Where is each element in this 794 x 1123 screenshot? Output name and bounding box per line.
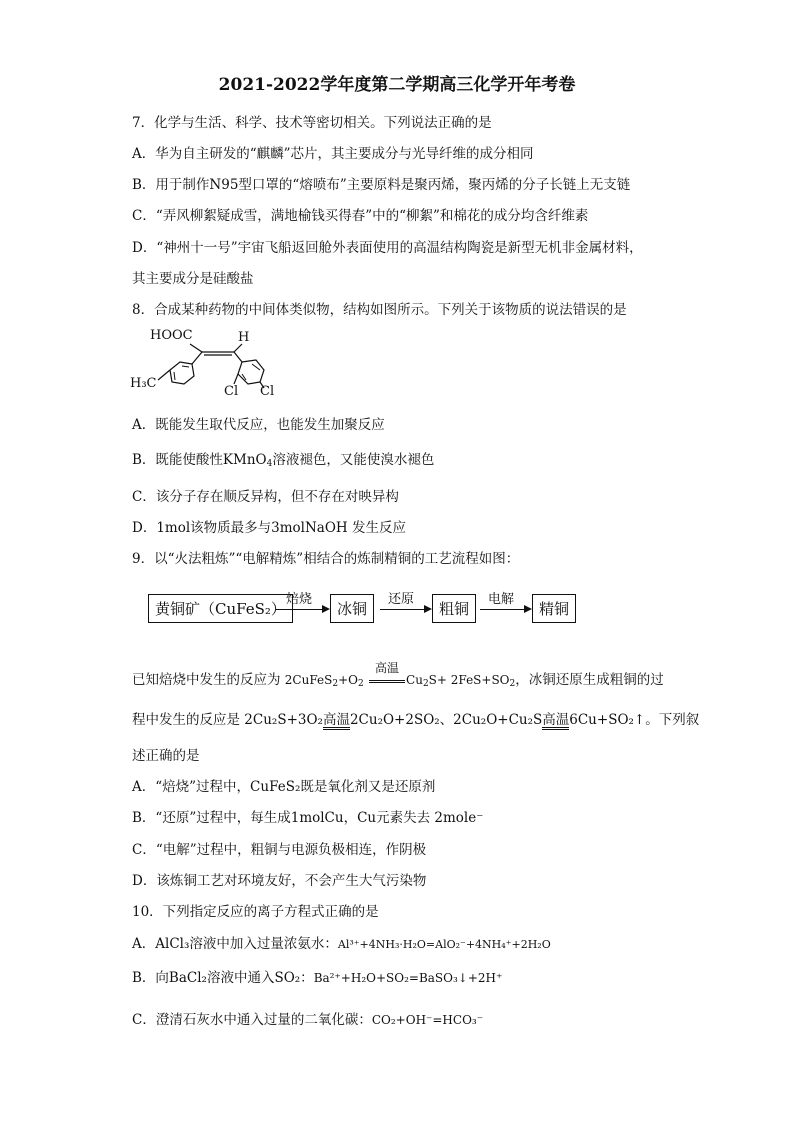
q9-known-line3: 述正确的是	[132, 748, 200, 764]
left-ring-bond	[192, 352, 202, 364]
q7-option-c: C．“弄风柳絮疑成雪，满地榆钱买得春”中的“柳絮”和棉花的成分均含纤维素	[132, 208, 589, 224]
right-benzene-ring	[238, 360, 264, 384]
q7-stem: 7．化学与生活、科学、技术等密切相关。下列说法正确的是	[132, 115, 492, 131]
right-ring-bond	[234, 352, 242, 362]
q7-option-d-line1: D．“神州十一号”宇宙飞船返回舱外表面使用的高温结构陶瓷是新型无机非金属材料，	[132, 240, 643, 256]
cl1-bond	[234, 374, 238, 384]
flow-box-refined-copper: 精铜	[532, 594, 576, 623]
q8-option-d: D．1mol该物质最多与3molNaOH 发生反应	[132, 520, 406, 536]
q9-flowchart	[148, 588, 578, 628]
flow-box-chalcopyrite: 黄铜矿（CuFeS₂）	[148, 594, 293, 623]
flow-arrowhead-3	[524, 605, 532, 613]
flow-arrow-1	[276, 609, 324, 610]
flow-arrow-3	[480, 609, 526, 610]
q9-option-c: C．“电解”过程中，粗铜与电源负极相连，作阴极	[132, 842, 427, 858]
q9-option-d: D．该炼铜工艺对环境友好，不会产生大气污染物	[132, 873, 427, 889]
q8-option-c: C．该分子存在顺反异构，但不存在对映异构	[132, 489, 399, 505]
q8-option-b: B．既能使酸性KMnO$_4$溶液褪色，又能使溴水褪色	[132, 452, 435, 469]
q10-stem: 10．下列指定反应的离子方程式正确的是	[132, 904, 379, 920]
label-hooc: HOOC	[150, 328, 193, 343]
q9-known-line1: 已知焙烧中发生的反应为 $2CuFeS_2+O_2$ 高温 $Cu_2S+ 2FeS+SO_2$，冰铜还原生成粗铜的过	[132, 661, 664, 689]
flow-label-reduce: 还原	[388, 592, 415, 607]
page-title: 2021-2022学年度第二学期高三化学开年考卷	[218, 75, 576, 95]
q9-option-b: B．“还原”过程中，每生成1molCu，Cu元素失去 2mole⁻	[132, 810, 484, 826]
q9-known-line2: 程中发生的反应是 2Cu₂S+3O₂高温2Cu₂O+2SO₂、2Cu₂O+Cu₂S高温6Cu+SO₂↑。下列叙	[132, 712, 700, 728]
q10-option-b: B．向BaCl₂溶液中通入SO₂：Ba²⁺+H₂O+SO₂=BaSO₃↓+2H⁺	[132, 970, 503, 986]
flow-box-crude-copper: 粗铜	[432, 594, 476, 623]
label-h: H	[238, 330, 250, 345]
label-cl2: Cl	[260, 384, 275, 399]
left-ring-inner-2	[182, 366, 189, 367]
q7-option-d-line2: 其主要成分是硅酸盐	[132, 271, 254, 287]
q10-option-a: A．AlCl₃溶液中加入过量浓氨水：Al³⁺+4NH₃·H₂O=AlO₂⁻+4NH₄⁺+2H₂O	[132, 936, 551, 952]
q8-structure	[130, 322, 300, 402]
flow-label-electrolysis: 电解	[488, 592, 515, 607]
flow-arrow-2	[380, 609, 426, 610]
flow-arrowhead-1	[322, 605, 330, 613]
flow-label-roast: 焙烧	[286, 592, 313, 607]
q7-option-a: A．华为自主研发的“麒麟”芯片，其主要成分与光导纤维的成分相同	[132, 146, 534, 162]
q8-stem: 8．合成某种药物的中间体类似物，结构如图所示。下列关于该物质的说法错误的是	[132, 302, 627, 318]
label-cl1: Cl	[224, 384, 239, 399]
q9-option-a: A．“焙烧”过程中，CuFeS₂既是氧化剂又是还原剂	[132, 779, 436, 795]
q9-stem: 9．以“火法粗炼”“电解精炼”相结合的炼制精铜的工艺流程如图：	[132, 551, 520, 567]
cooh-bond	[190, 344, 202, 352]
right-ring-inner-1	[252, 364, 260, 370]
h-bond	[234, 344, 242, 352]
left-benzene-ring	[170, 362, 194, 384]
label-ch3: H₃C	[130, 376, 157, 391]
q10-option-c: C．澄清石灰水中通入过量的二氧化碳：CO₂+OH⁻=HCO₃⁻	[132, 1012, 484, 1028]
left-ring-inner-1	[174, 372, 175, 380]
flow-box-matte: 冰铜	[330, 594, 374, 623]
q8-option-a: A．既能发生取代反应，也能发生加聚反应	[132, 417, 385, 433]
flow-arrowhead-2	[424, 605, 432, 613]
ch3-bond	[158, 370, 170, 380]
q7-option-b: B．用于制作N95型口罩的“熔喷布”主要原料是聚丙烯，聚丙烯的分子长链上无支链	[132, 177, 631, 193]
